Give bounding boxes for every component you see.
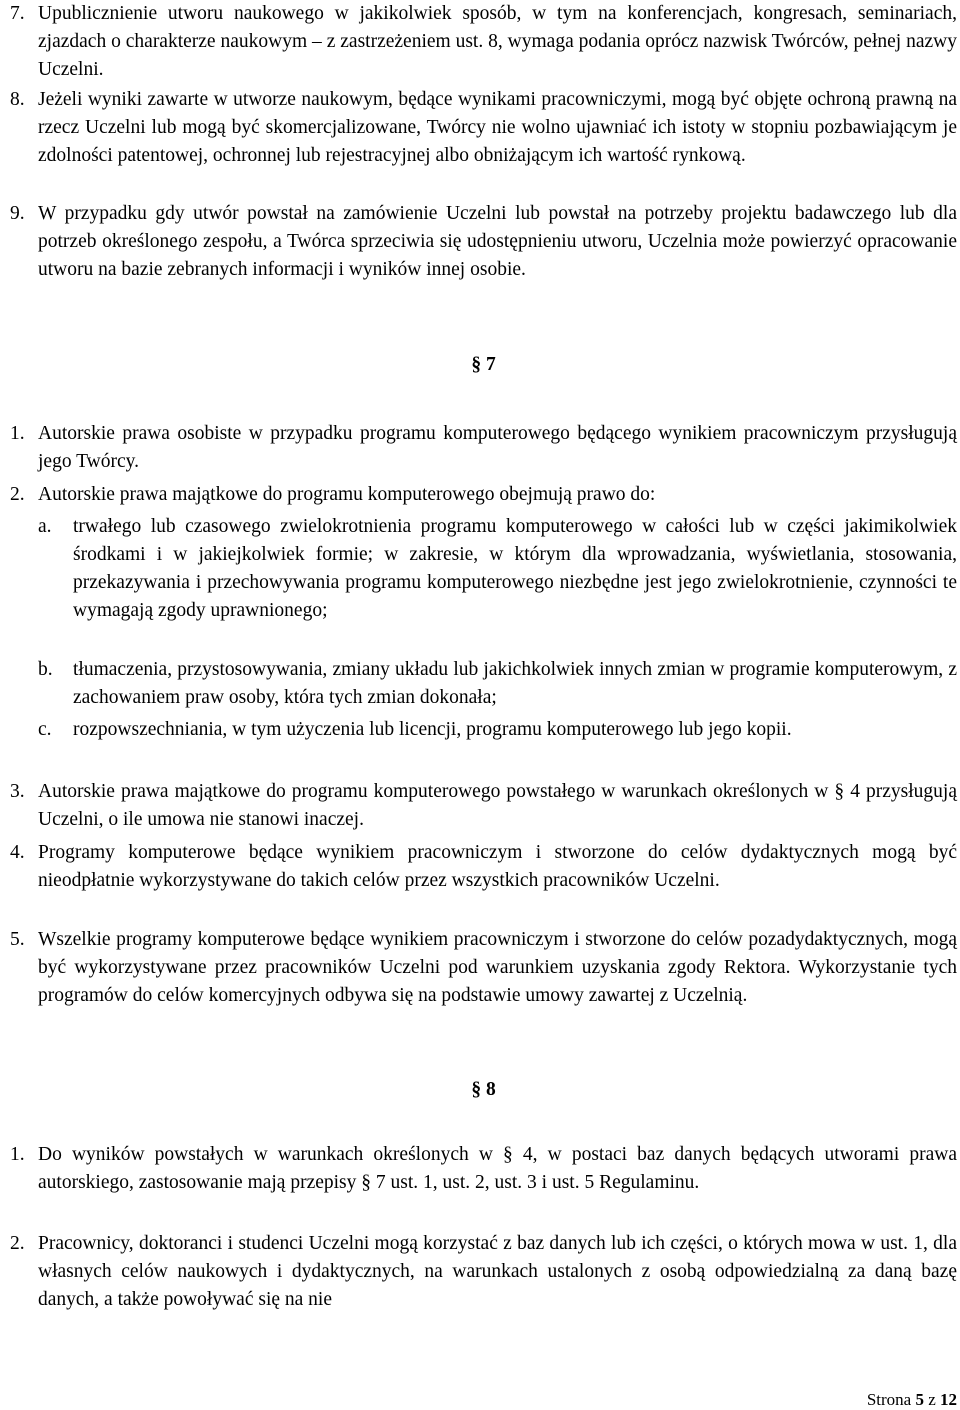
sub-text: trwałego lub czasowego zwielokrotnienia programu komputerowego w całości lub w części jakimikolwiek środkami i w jakiejkolwiek formie; w zakresie, w którym dla wprowadzania, wyświetlania, stosowania, przekazywania i przechowywania programu komputerowego niezbędne jest jego zwielokrotnienie, czynności te wymagają zgody uprawnionego; — [73, 516, 957, 621]
paragraph-9 — [10, 200, 957, 284]
item-number: 1. — [10, 423, 25, 444]
sub-letter: b. — [38, 659, 53, 680]
item-number: 1. — [10, 1144, 25, 1165]
paragraph-8 — [10, 86, 957, 170]
footer-total-pages: 12 — [940, 1390, 957, 1409]
item-text: Jeżeli wyniki zawarte w utworze naukowym, będące wynikami pracowniczymi, mogą być objęte ochroną prawną na rzecz Uczelni lub mogą być skomercjalizowane, Twórcy nie wolno ujawniać ich istoty w stopniu pozbawiającym je zdolności patentowej, ochronnej lub rejestracyjnej albo obniżającym ich wartość rynkową. — [38, 89, 957, 166]
item-text: Wszelkie programy komputerowe będące wynikiem pracowniczym i stworzone do celów pozadydaktycznych, mogą być wykorzystywane przez pracowników Uczelni pod warunkiem uzyskania zgody Rektora. Wykorzystanie tych programów do celów komercyjnych odbywa się na podstawie umowy zawartej z Uczelnią. — [38, 929, 957, 1006]
item-text: Autorskie prawa osobiste w przypadku programu komputerowego będącego wynikiem pracowniczym przysługują jego Twórcy. — [38, 423, 957, 472]
section-heading-7: § 7 — [471, 354, 496, 375]
s7-item-1 — [10, 420, 957, 476]
item-text: Autorskie prawa majątkowe do programu komputerowego obejmują prawo do: — [38, 484, 656, 505]
footer-separator: z — [928, 1390, 936, 1409]
section-heading-8: § 8 — [471, 1079, 496, 1100]
item-text: Upublicznienie utworu naukowego w jakikolwiek sposób, w tym na konferencjach, kongresach, seminariach, zjazdach o charakterze naukowym – z zastrzeżeniem ust. 8, wymaga podania oprócz nazwisk Twórców, pełnej nazwy Uczelni. — [38, 3, 957, 80]
item-text: Programy komputerowe będące wynikiem pracowniczym i stworzone do celów dydaktycznych mogą być nieodpłatnie wykorzystywane do takich celów przez wszystkich pracowników Uczelni. — [38, 842, 957, 891]
sub-text: rozpowszechniania, w tym użyczenia lub licencji, programu komputerowego lub jego kopii. — [73, 719, 792, 740]
footer-prefix: Strona — [866, 1390, 912, 1409]
item-number: 2. — [10, 484, 25, 505]
item-number: 3. — [10, 781, 25, 802]
s7-item-3 — [10, 778, 957, 834]
s7-item-4 — [10, 839, 957, 895]
footer-page-number: 5 — [915, 1390, 924, 1409]
item-number: 9. — [10, 203, 25, 224]
s7-sub-c — [38, 716, 957, 744]
item-text: W przypadku gdy utwór powstał na zamówienie Uczelni lub powstał na potrzeby projektu badawczego lub dla potrzeb określonego zespołu, a Twórca sprzeciwia się udostępnieniu utworu, Uczelnia może powierzyć opracowanie utworu na bazie zebranych informacji i wyników innej osobie. — [38, 203, 957, 280]
s7-item-2 — [10, 481, 957, 509]
item-number: 5. — [10, 929, 25, 950]
item-text: Do wyników powstałych w warunkach określonych w § 4, w postaci baz danych będących utworami prawa autorskiego, zastosowanie mają przepisy § 7 ust. 1, ust. 2, ust. 3 i ust. 5 Regulaminu. — [38, 1144, 957, 1193]
sub-letter: c. — [38, 719, 52, 740]
item-number: 8. — [10, 89, 25, 110]
item-text: Autorskie prawa majątkowe do programu komputerowego powstałego w warunkach określonych w § 4 przysługują Uczelni, o ile umowa nie stanowi inaczej. — [38, 781, 957, 830]
item-number: 4. — [10, 842, 25, 863]
s8-item-2 — [10, 1230, 957, 1314]
paragraph-7 — [10, 0, 957, 84]
s7-sub-b — [38, 656, 957, 712]
s8-item-1 — [10, 1141, 957, 1197]
s7-sub-a — [38, 513, 957, 625]
item-number: 7. — [10, 3, 25, 24]
s7-item-5 — [10, 926, 957, 1010]
sub-letter: a. — [38, 516, 52, 537]
item-text: Pracownicy, doktoranci i studenci Uczelni mogą korzystać z baz danych lub ich części, o których mowa w ust. 1, dla własnych celów naukowych i dydaktycznych, na warunkach ustalonych z osobą odpowiedzialną za daną bazę danych, a także powoływać się na nie — [38, 1233, 957, 1310]
sub-text: tłumaczenia, przystosowywania, zmiany układu lub jakichkolwiek innych zmian w programie komputerowym, z zachowaniem praw osoby, która tych zmian dokonała; — [73, 659, 957, 708]
page-footer — [867, 1390, 957, 1410]
item-number: 2. — [10, 1233, 25, 1254]
